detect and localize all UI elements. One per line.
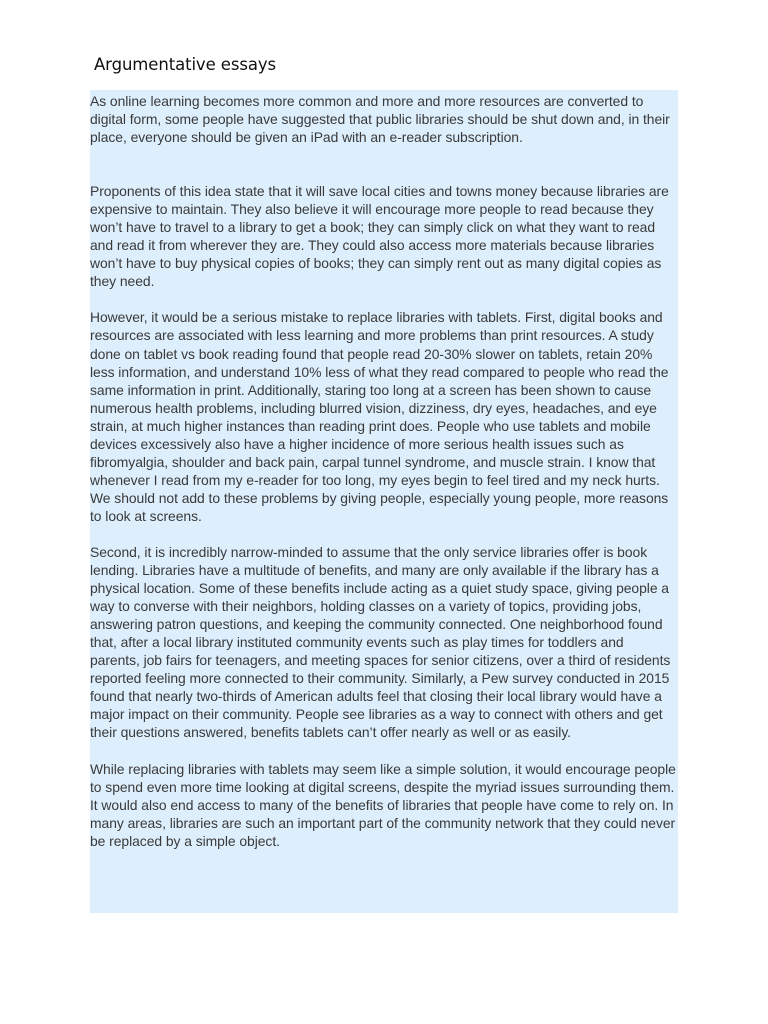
- paragraph-second-argument: Second, it is incredibly narrow-minded to assume that the only service libraries offer is book lending. Libraries have a multitude of benefits, and many are only available if the library has a physical location. Some of these benefits include acting as a quiet study space, giving people a way to converse with their neighbors, holding classes on a variety of topics, providing jobs, answering patron questions, and keeping the community connected. One neighborhood found that, after a local library instituted community events such as play times for toddlers and parents, job fairs for teenagers, and meeting spaces for senior citizens, over a third of residents reported feeling more connected to their community. Similarly, a Pew survey conducted in 2015 found that nearly two-thirds of American adults feel that closing their local library would have a major impact on their community. People see libraries as a way to connect with others and get their questions answered, benefits tablets can’t offer nearly as well or as easily.: [90, 543, 671, 741]
- essay-body: [90, 90, 678, 913]
- paragraph-spacer: [90, 525, 678, 543]
- paragraph-spacer: [90, 290, 678, 308]
- paragraph-spacer: [90, 742, 678, 760]
- paragraph-conclusion: While replacing libraries with tablets may seem like a simple solution, it would encourage people to spend even more time looking at digital screens, despite the myriad issues surrounding them. It would also end access to many of the benefits of libraries that people have come to rely on. In many areas, libraries are such an important part of the community network that they could never be replaced by a simple object.: [90, 760, 676, 849]
- paragraph-intro: As online learning becomes more common and more and more resources are converted to digital form, some people have suggested that public libraries should be shut down and, in their place, everyone should be given an iPad with an e-reader subscription.: [90, 93, 670, 146]
- page-title: Argumentative essays: [94, 55, 277, 74]
- paragraph-proponents: Proponents of this idea state that it will save local cities and towns money because libraries are expensive to maintain. They also believe it will encourage more people to read because they won’t have to travel to a library to get a book; they can simply click on what they want to read and read it from wherever they are. They could also access more materials because libraries won’t have to buy physical copies of books; they can simply rent out as many digital copies as they need.: [90, 183, 669, 290]
- paragraph-first-argument: However, it would be a serious mistake to replace libraries with tablets. First, digital books and resources are associated with less learning and more problems than print resources. A study done on tablet vs book reading found that people read 20-30% slower on tablets, retain 20% less information, and understand 10% less of what they read compared to people who read the same information in print. Additionally, staring too long at a screen has been shown to cause numerous health problems, including blurred vision, dizziness, dry eyes, headaches, and eye strain, at much higher instances than reading print does. People who use tablets and mobile devices excessively also have a higher incidence of more serious health issues such as fibromyalgia, shoulder and back pain, carpal tunnel syndrome, and muscle strain. I know that whenever I read from my e-reader for too long, my eyes begin to feel tired and my neck hurts. We should not add to these problems by giving people, especially young people, more reasons to look at screens.: [90, 309, 669, 524]
- paragraph-spacer: [90, 146, 678, 182]
